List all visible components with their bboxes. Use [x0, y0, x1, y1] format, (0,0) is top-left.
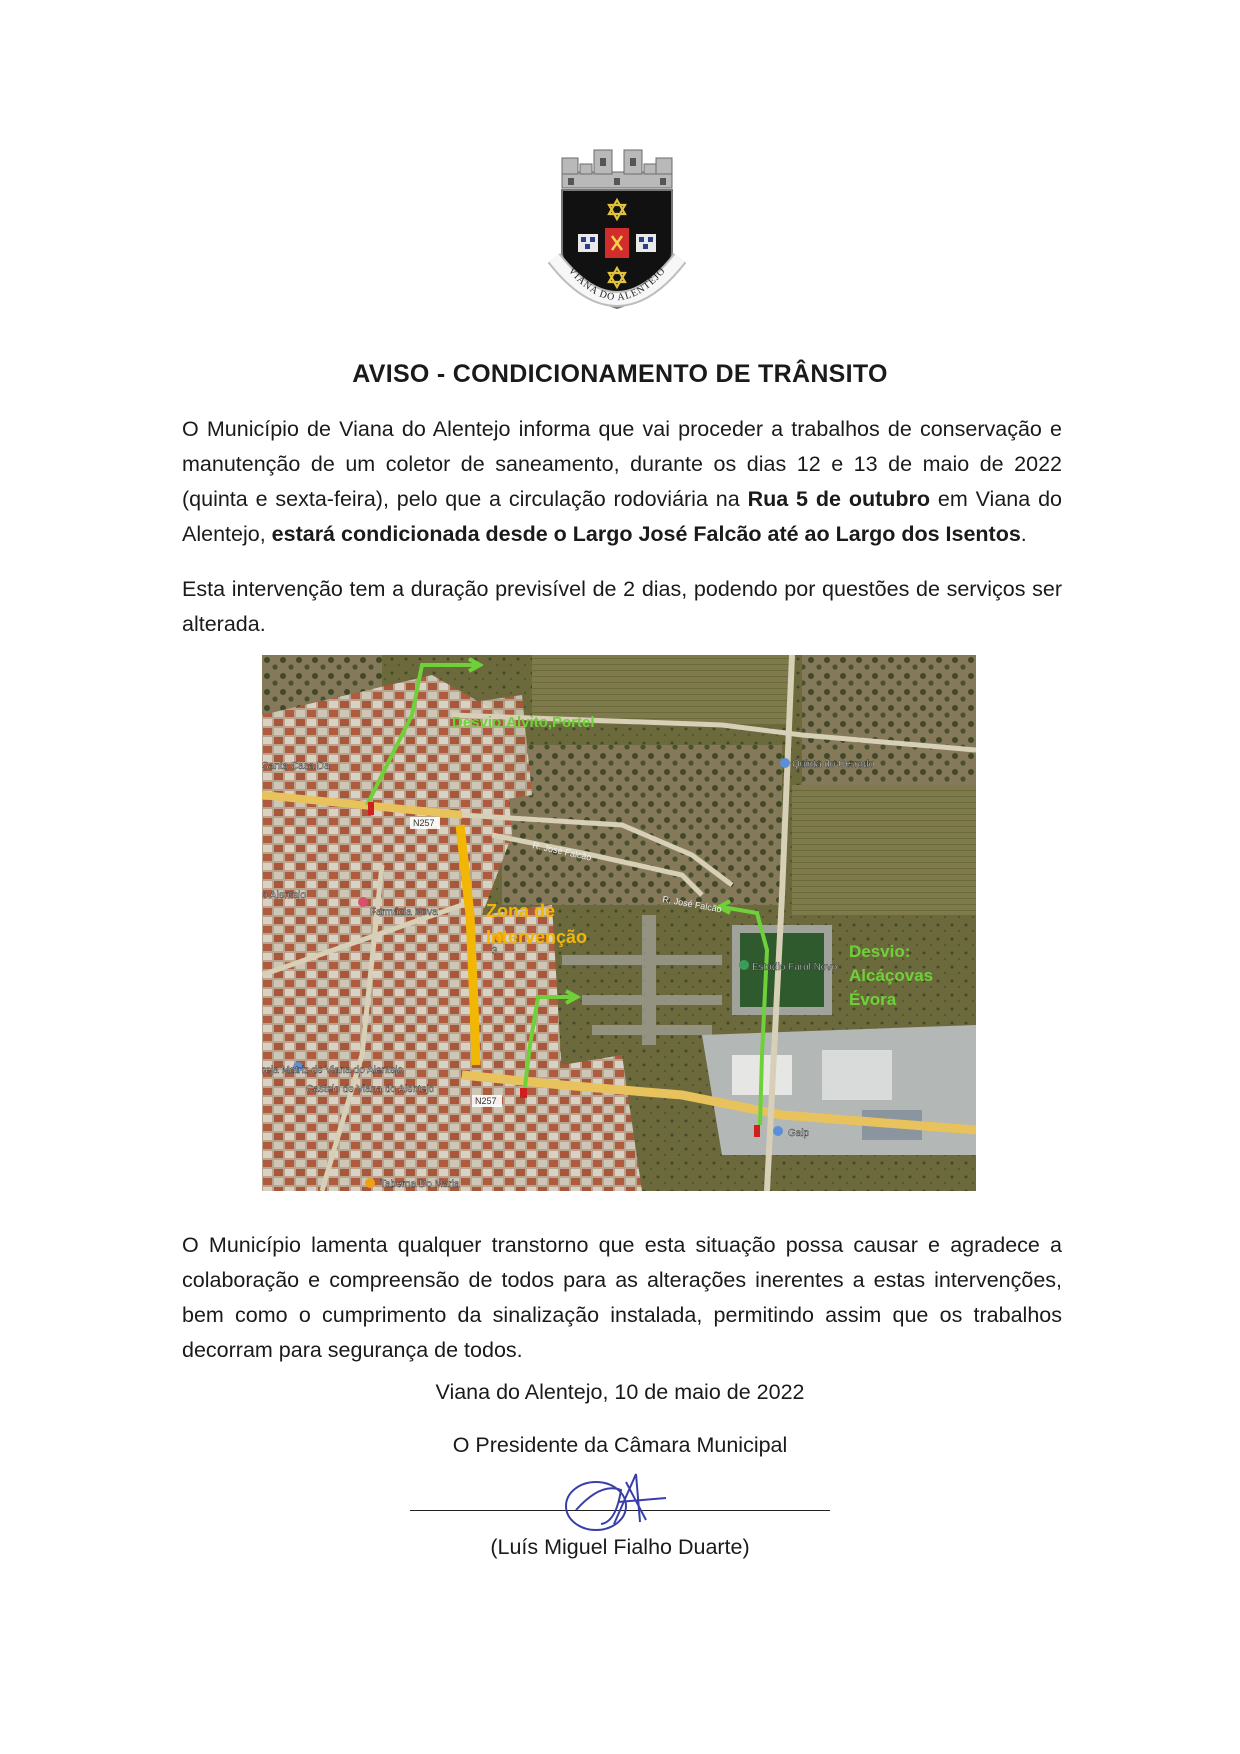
label-detour-east-1: Desvio:	[849, 942, 911, 961]
label-zone-2: Intervenção	[486, 927, 588, 947]
label-detour-east-3: Évora	[849, 990, 897, 1009]
map-number-3: 3	[492, 946, 498, 957]
date-line: Viana do Alentejo, 10 de maio de 2022	[435, 1380, 805, 1404]
place-castelo: Castelo de Viana do Alentejo	[306, 1084, 435, 1095]
label-detour-north: Desvio:Alvito,Portel	[452, 714, 595, 731]
place-farmacia: Farmácia Nova	[370, 907, 438, 918]
street-name: Rua 5 de outubro	[747, 487, 931, 511]
signatory-name: (Luís Miguel Fialho Duarte)	[490, 1535, 750, 1559]
street-label-2: R. José Falcão	[661, 894, 723, 915]
road-label-n257-top: N257	[413, 818, 435, 828]
place-santa-casa: Santa Casa Da	[262, 761, 330, 772]
crest-motto: VIANA DO ALENTEJO	[565, 265, 669, 304]
place-estadio: Estádio Farol Novo	[752, 962, 838, 973]
label-zone-1: Zona de	[486, 901, 556, 921]
place-taberna: Taberna Do Maria	[380, 1179, 460, 1190]
closing-paragraph: O Município lamenta qualquer transtorno que esta situação possa causar e agradece a colaboração e compreensão de todos para as alterações inerentes a estas intervenções, bem como o cumprimento da sinalização instalada, permitindo assim que os trabalhos decorram para segurança de todos.	[182, 1233, 1062, 1362]
restriction-range: estará condicionada desde o Largo José Falcão até ao Largo dos Isentos	[271, 522, 1021, 546]
place-galp: Galp	[788, 1128, 810, 1139]
road-label-n257-bottom: N257	[475, 1096, 497, 1106]
place-alentejo: o Alentejo	[262, 890, 306, 901]
municipal-crest-logo	[532, 140, 702, 330]
intervention-map	[262, 655, 976, 1191]
street-label-1: R. José Falcão	[531, 840, 593, 863]
signature-mark	[556, 1462, 676, 1542]
label-detour-east-2: Alcáçovas	[849, 966, 934, 985]
place-quinta: Quinta do Cerrado	[792, 759, 875, 770]
notice-title: AVISO - CONDICIONAMENTO DE TRÂNSITO	[352, 360, 888, 388]
place-igreja: reja Matriz de Viana do Alentejo	[262, 1065, 404, 1076]
duration-paragraph: Esta intervenção tem a duração previsível de 2 dias, podendo por questões de serviços ser alterada.	[182, 577, 1062, 636]
signatory-role: O Presidente da Câmara Municipal	[452, 1433, 788, 1457]
intro-paragraph: O Município de Viana do Alentejo informa que vai proceder a trabalhos de conservação e manutenção de um coletor de saneamento, durante os dias 12 e 13 de maio de 2022 (quinta e sexta-feira), pelo que a circulação rodoviária na Rua 5 de outubro em Viana do Alentejo, estará condicionada desde o Largo José Falcão até ao Largo dos Isentos.	[182, 417, 1062, 546]
